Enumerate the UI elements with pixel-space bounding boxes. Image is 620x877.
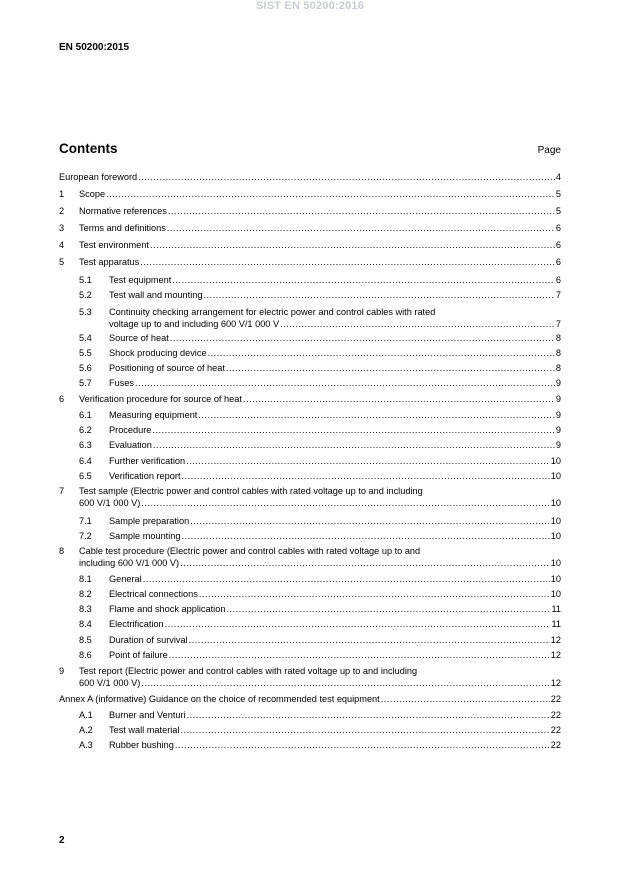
dot-leader <box>143 574 550 586</box>
toc-entry-page: 10 <box>550 456 561 466</box>
toc-entry[interactable] <box>79 516 561 528</box>
toc-entry-title: Shock producing device <box>109 348 207 358</box>
toc-entry-title: Terms and definitions <box>79 223 166 233</box>
dot-leader <box>150 240 555 252</box>
toc-entry[interactable] <box>79 619 561 631</box>
toc-entry-title: Test wall and mounting <box>109 290 203 300</box>
toc-entry-page: 10 <box>550 471 561 481</box>
contents-header <box>59 141 561 156</box>
toc-entry-title: Source of heat <box>109 333 169 343</box>
toc-entry-number: A.2 <box>79 725 93 735</box>
toc-entry-title: General <box>109 574 142 584</box>
toc-entry[interactable] <box>79 710 561 722</box>
toc-entry-page: 9 <box>555 378 561 388</box>
toc-entry[interactable] <box>79 531 561 543</box>
toc-entry-title: Sample preparation <box>109 516 190 526</box>
toc-entry[interactable] <box>79 574 561 586</box>
toc-entry-page: 22 <box>550 725 561 735</box>
document-id: EN 50200:2015 <box>59 42 130 53</box>
dot-leader <box>168 206 555 218</box>
toc-entry-title: Continuity checking arrangement for electric power and control cables with rated <box>109 307 436 317</box>
toc-entry-number: 9 <box>59 666 65 676</box>
dot-leader <box>203 290 554 302</box>
toc-entry-title: Electrification <box>109 619 164 629</box>
toc-entry-title: Test wall material <box>109 725 180 735</box>
toc-entry[interactable] <box>59 257 561 269</box>
toc-entry-title: Test report (Electric power and control cables with rated voltage up to and including <box>79 666 418 676</box>
toc-entry[interactable] <box>59 486 561 509</box>
toc-entry-title: Electrical connections <box>109 589 198 599</box>
dot-leader <box>189 635 550 647</box>
toc-entry-number: 8.2 <box>79 589 92 599</box>
toc-entry-page: 8 <box>555 333 561 343</box>
toc-entry[interactable] <box>79 471 561 483</box>
toc-entry[interactable] <box>79 725 561 737</box>
toc-entry-page: 6 <box>555 240 561 250</box>
watermark: SIST EN 50200:2016 <box>255 0 365 12</box>
toc-entry[interactable] <box>79 650 561 662</box>
toc-entry-page: 22 <box>550 740 561 750</box>
dot-leader <box>167 223 555 235</box>
toc-entry-page: 10 <box>550 557 561 568</box>
toc-entry[interactable] <box>79 425 561 437</box>
toc-entry-number: 1 <box>59 189 65 199</box>
toc-entry-page: 4 <box>555 172 561 182</box>
toc-entry-number: 4 <box>59 240 65 250</box>
dot-leader <box>141 678 549 690</box>
contents-title: Contents <box>59 141 118 156</box>
dot-leader <box>226 604 550 616</box>
toc-entry-page: 12 <box>550 650 561 660</box>
dot-leader <box>140 257 555 269</box>
toc-entry[interactable] <box>79 456 561 468</box>
toc-entry[interactable] <box>59 172 561 184</box>
page-column-label: Page <box>537 145 561 156</box>
toc-entry[interactable] <box>79 290 561 302</box>
dot-leader <box>243 394 555 406</box>
toc-entry-number: 5.6 <box>79 363 92 373</box>
toc-entry-title-continued: 600 V/1 000 V) <box>79 497 141 508</box>
toc-entry-title: Fuses <box>109 378 135 388</box>
toc-entry-title: Point of failure <box>109 650 168 660</box>
toc-entry-number: 6.3 <box>79 440 92 450</box>
dot-leader <box>208 348 555 360</box>
toc-entry-title: Positioning of source of heat <box>109 363 225 373</box>
toc-entry-page: 12 <box>550 677 561 688</box>
toc-entry-page: 11 <box>551 604 561 614</box>
toc-entry-page: 12 <box>550 635 561 645</box>
toc-entry-number: 6.2 <box>79 425 92 435</box>
toc-entry[interactable] <box>79 307 561 330</box>
toc-entry[interactable] <box>79 635 561 647</box>
toc-entry[interactable] <box>59 546 561 569</box>
toc-entry-title: Procedure <box>109 425 152 435</box>
toc-entry-page: 22 <box>550 694 561 704</box>
toc-entry[interactable] <box>79 275 561 287</box>
toc-entry-page: 10 <box>550 531 561 541</box>
dot-leader <box>138 172 555 184</box>
toc-entry-page: 6 <box>555 257 561 267</box>
dot-leader <box>106 189 555 201</box>
dot-leader <box>169 650 550 662</box>
toc-entry[interactable] <box>79 410 561 422</box>
toc-entry-page: 10 <box>550 497 561 508</box>
dot-leader <box>180 725 549 737</box>
dot-leader <box>170 333 555 345</box>
toc-entry-number: 2 <box>59 206 65 216</box>
toc-entry-title: Burner and Venturi <box>109 710 186 720</box>
toc-entry-number: 8.6 <box>79 650 92 660</box>
toc-entry-page: 9 <box>555 410 561 420</box>
toc-entry-number: 8.4 <box>79 619 92 629</box>
toc-entry-number: A.1 <box>79 710 93 720</box>
toc-entry-number: 5.2 <box>79 290 92 300</box>
toc-entry-title: European foreword <box>59 172 138 182</box>
toc-entry-page: 11 <box>551 619 561 629</box>
toc-entry-title: Rubber bushing <box>109 740 174 750</box>
toc-entry[interactable] <box>79 333 561 345</box>
toc-entry-page: 5 <box>555 206 561 216</box>
toc-entry[interactable] <box>59 694 561 706</box>
dot-leader <box>175 740 550 752</box>
dot-leader <box>165 619 551 631</box>
toc-entry-title: Evaluation <box>109 440 152 450</box>
toc-entry-page: 9 <box>555 440 561 450</box>
toc-entry-number: 5.3 <box>79 307 92 317</box>
toc-entry-title: Further verification <box>109 456 186 466</box>
toc-entry[interactable] <box>79 604 561 616</box>
dot-leader <box>135 378 555 390</box>
toc-entry-page: 7 <box>555 318 561 329</box>
toc-entry-number: 8.1 <box>79 574 92 584</box>
toc-entry-number: 6.5 <box>79 471 92 481</box>
toc-entry-title: Verification procedure for source of heat <box>79 394 242 404</box>
toc-entry-number: A.3 <box>79 740 93 750</box>
toc-entry-number: 6.1 <box>79 410 92 420</box>
toc-entry-page: 6 <box>555 223 561 233</box>
toc-entry[interactable] <box>59 223 561 235</box>
toc-entry-title: Scope <box>79 189 106 199</box>
dot-leader <box>182 471 550 483</box>
toc-entry-title: Cable test procedure (Electric power and control cables with rated voltage up to and <box>79 546 421 556</box>
dot-leader <box>199 589 550 601</box>
toc-entry-page: 10 <box>550 574 561 584</box>
toc-entry[interactable] <box>79 740 561 752</box>
toc-entry-title-continued: including 600 V/1 000 V) <box>79 557 180 568</box>
toc-entry[interactable] <box>59 666 561 689</box>
toc-entry-number: 7.2 <box>79 531 92 541</box>
toc-entry[interactable] <box>59 240 561 252</box>
toc-entry-page: 8 <box>555 363 561 373</box>
toc-entry-number: 5.7 <box>79 378 92 388</box>
dot-leader <box>190 516 550 528</box>
toc-entry-title-continued: voltage up to and including 600 V/1 000 V <box>109 318 280 329</box>
dot-leader <box>280 319 555 331</box>
toc-entry[interactable] <box>79 348 561 360</box>
dot-leader <box>186 456 550 468</box>
dot-leader <box>226 363 555 375</box>
toc-entry-title: Annex A (informative) Guidance on the choice of recommended test equipment <box>59 694 380 704</box>
toc-entry[interactable] <box>79 363 561 375</box>
dot-leader <box>182 531 550 543</box>
toc-entry-title-continued: 600 V/1 000 V) <box>79 677 141 688</box>
dot-leader <box>153 440 555 452</box>
toc-entry-title: Test apparatus <box>79 257 140 267</box>
toc-entry-page: 8 <box>555 348 561 358</box>
dot-leader <box>172 275 555 287</box>
toc-entry-page: 7 <box>555 290 561 300</box>
toc-entry-title: Measuring equipment <box>109 410 198 420</box>
toc-entry-page: 10 <box>550 589 561 599</box>
page-number: 2 <box>59 835 65 846</box>
toc-entry-page: 10 <box>550 516 561 526</box>
toc-entry-number: 8 <box>59 546 65 556</box>
toc-entry-number: 7.1 <box>79 516 92 526</box>
toc-entry-number: 6.4 <box>79 456 92 466</box>
toc-entry-number: 7 <box>59 486 65 496</box>
toc-entry-number: 5.1 <box>79 275 92 285</box>
toc-entry-number: 3 <box>59 223 65 233</box>
toc-entry-title: Test environment <box>79 240 149 250</box>
dot-leader <box>187 710 550 722</box>
toc-entry-number: 5 <box>59 257 65 267</box>
dot-leader <box>180 558 550 570</box>
toc-entry[interactable] <box>59 206 561 218</box>
toc-entry-title: Flame and shock application <box>109 604 226 614</box>
toc-entry-title: Verification report <box>109 471 181 481</box>
dot-leader <box>152 425 554 437</box>
toc-entry-title: Sample mounting <box>109 531 181 541</box>
toc-entry-page: 9 <box>555 425 561 435</box>
dot-leader <box>141 498 549 510</box>
toc-entry-page: 22 <box>550 710 561 720</box>
toc-entry-title: Test sample (Electric power and control cables with rated voltage up to and including <box>79 486 423 496</box>
dot-leader <box>198 410 555 422</box>
toc-entry-page: 5 <box>555 189 561 199</box>
toc-entry[interactable] <box>59 394 561 406</box>
toc-entry-title: Duration of survival <box>109 635 188 645</box>
toc-entry[interactable] <box>79 378 561 390</box>
toc-entry[interactable] <box>79 589 561 601</box>
toc-entry-number: 8.3 <box>79 604 92 614</box>
dot-leader <box>381 694 550 706</box>
toc-entry-title: Normative references <box>79 206 167 216</box>
toc-entry-page: 6 <box>555 275 561 285</box>
toc-entry-number: 5.4 <box>79 333 92 343</box>
toc-entry-page: 9 <box>555 394 561 404</box>
toc-entry[interactable] <box>79 440 561 452</box>
toc-entry-number: 6 <box>59 394 65 404</box>
toc-entry-number: 8.5 <box>79 635 92 645</box>
toc-entry-title: Test equipment <box>109 275 172 285</box>
toc-entry[interactable] <box>59 189 561 201</box>
toc-entry-number: 5.5 <box>79 348 92 358</box>
